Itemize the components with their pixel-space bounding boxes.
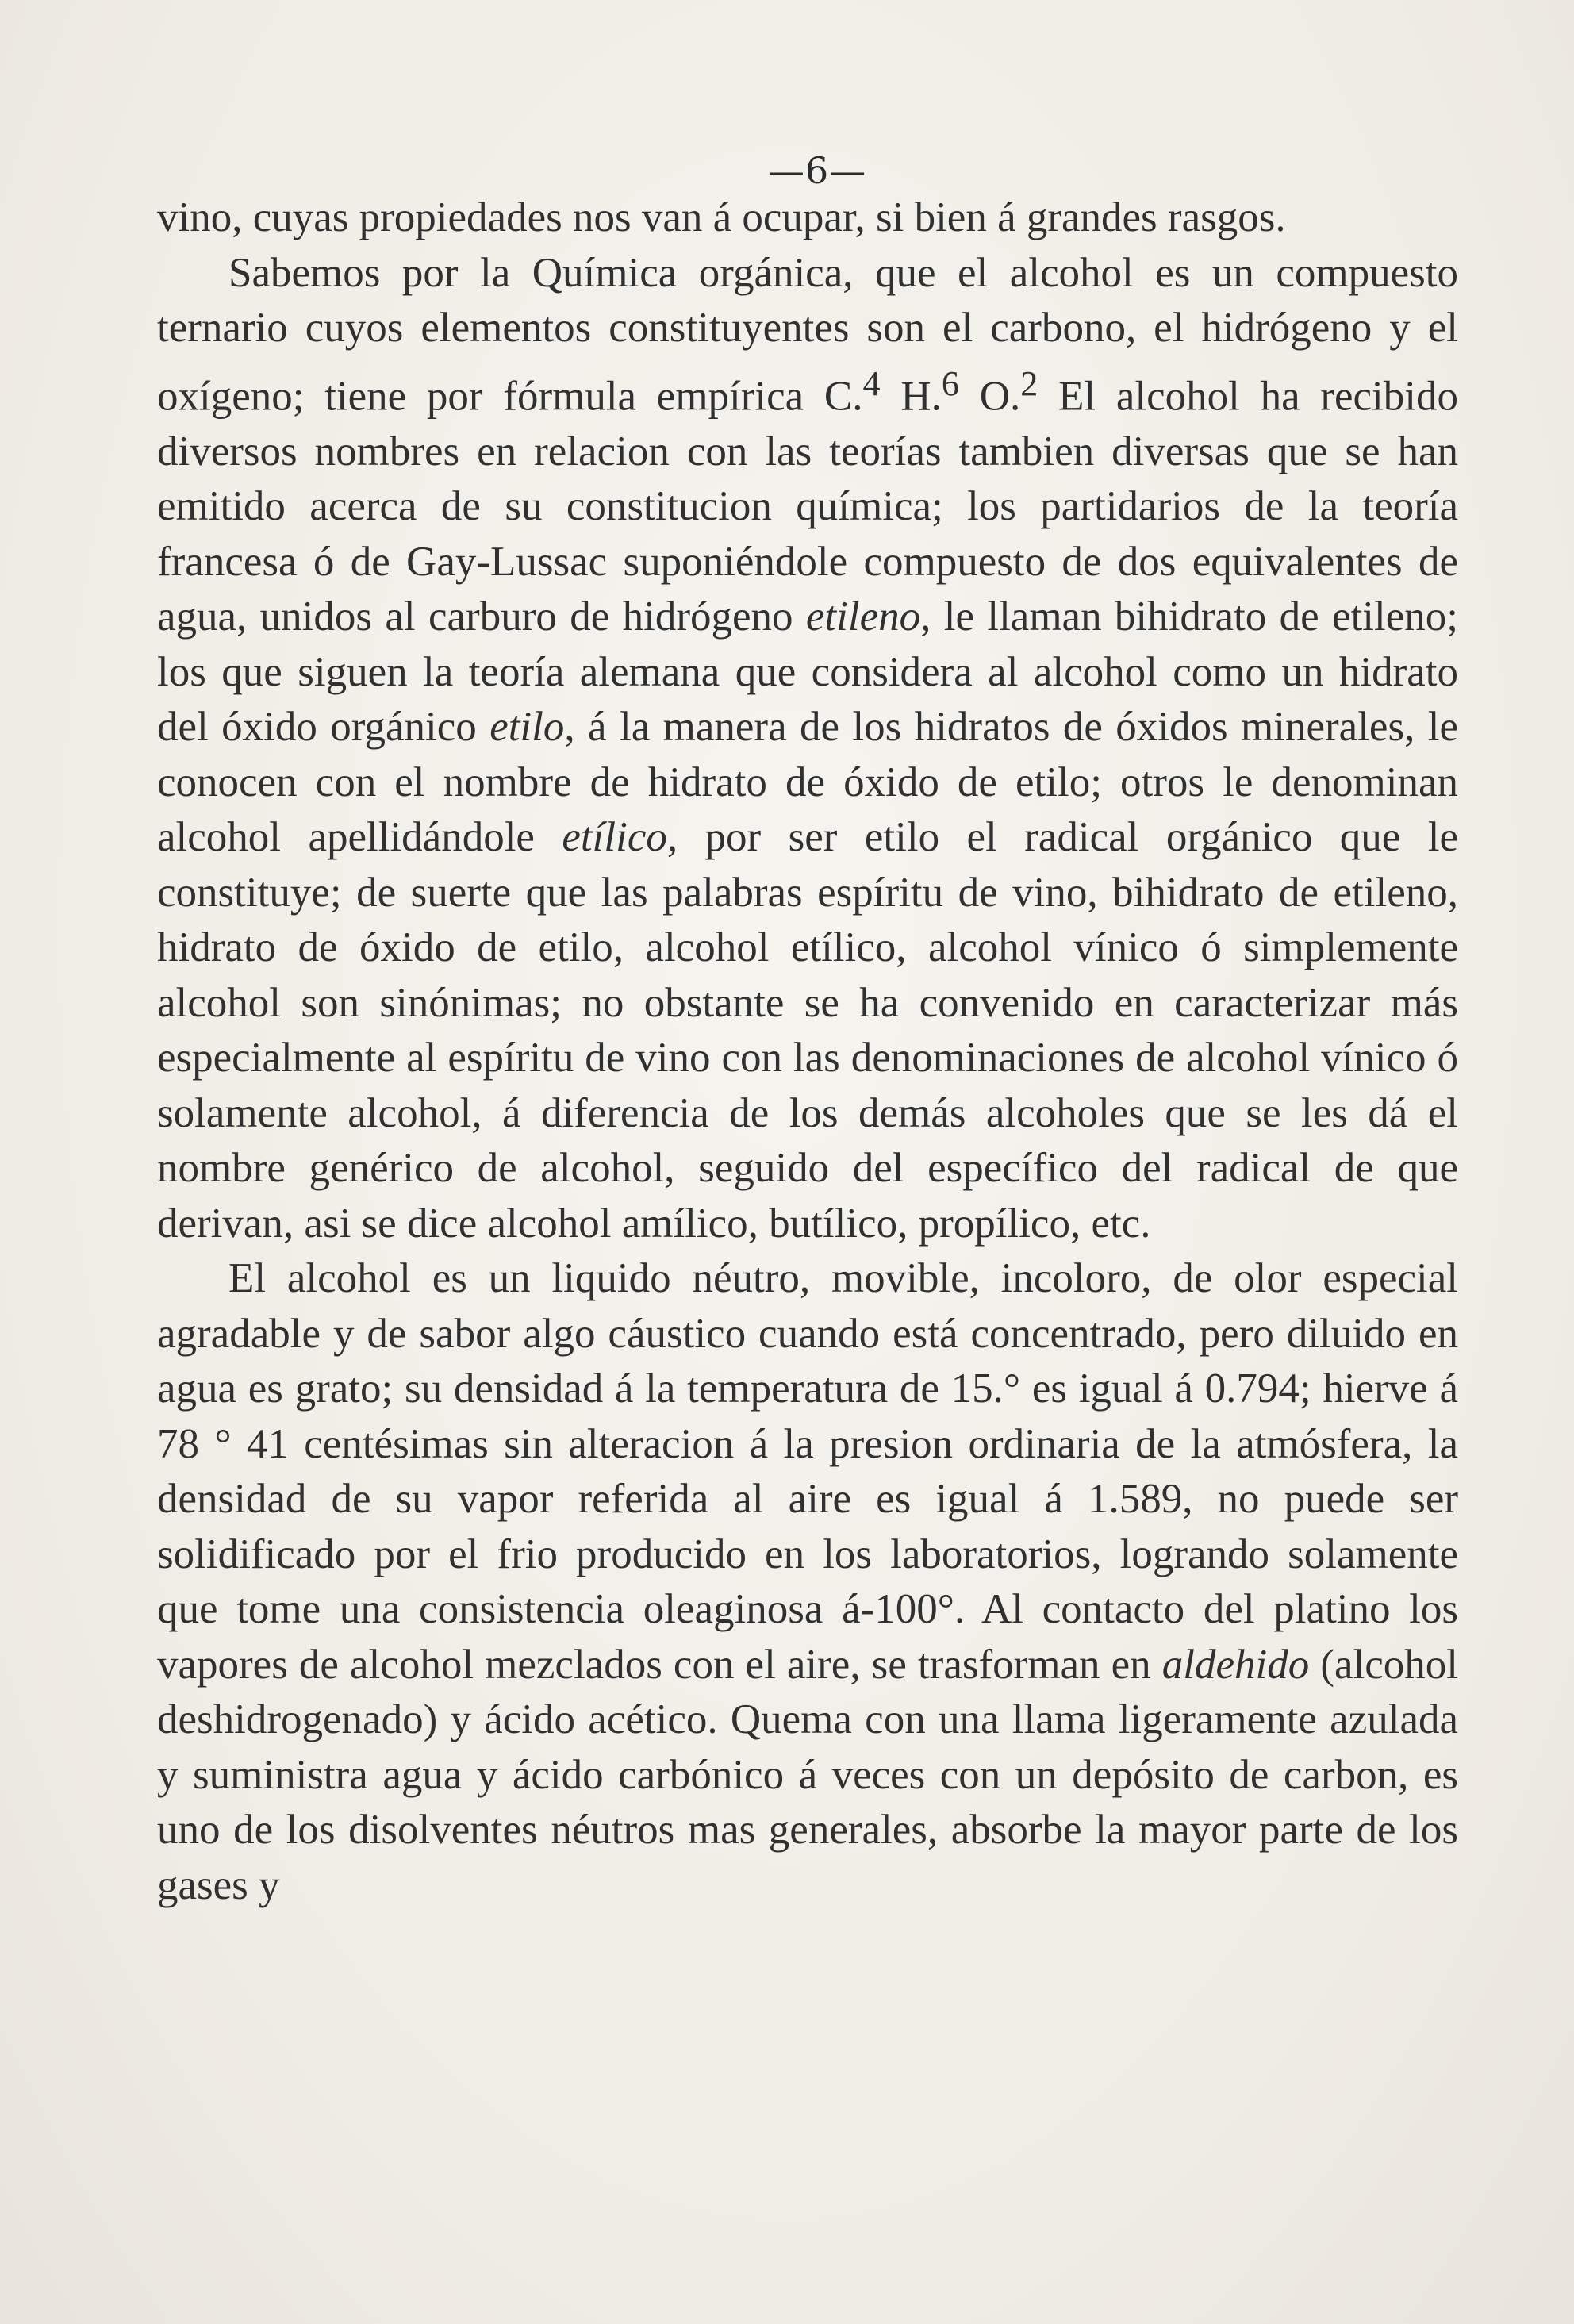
text-run: , le llaman bihidrato de etileno; los que siguen la teoría alemana que considera al alcohol como un hidrato del óxido orgánico (157, 593, 1458, 751)
text-run: , por ser etilo el radical orgánico que le constituye; de suerte que las palabras espíritu de vino, bihidrato de etileno, hidrato de óxido de etilo, alcohol etílico, alcohol vínico ó simplemente alcohol son sinónimas; no obstante se ha convenido en caracterizar más especialmente al espíritu de vino con las denominaciones de alcohol vínico ó solamente alcohol, á diferencia de los demás alcoholes que se les dá el nombre genérico de alcohol, seguido del específico del radical de que derivan, asi se dice alcohol amílico, butílico, propílico, etc. (157, 814, 1459, 1247)
text-run: (alcohol deshidrogenado) y ácido acético. Quema con una llama ligeramente azulada y suministra agua y ácido carbónico á veces con un depósito de carbon, es uno de los disolventes néutros mas generales, absorbe la mayor parte de los gases y (157, 1641, 1458, 1908)
body-text (157, 190, 1458, 1913)
superscript: 2 (1020, 363, 1038, 403)
italic-term: etilo (489, 704, 565, 751)
superscript: 4 (862, 363, 881, 403)
paragraph-text: vino, cuyas propiedades nos van á ocupar, si bien á grandes rasgos. (157, 194, 1286, 240)
text-run: El alcohol es un liquido néutro, movible, incoloro, de olor especial agradable y de sabor algo cáustico cuando está concentrado, pero diluido en agua es grato; su densidad á la temperatura de 15.° es igual á 0.794; hierve á 78 ° 41 centésimas sin alteracion á la presion ordinaria de la atmósfera, la densidad de su vapor referida al aire es igual á 1.589, no puede ser solidificado por el frio producido en los laboratorios, logrando solamente que tome una consistencia oleaginosa á-100°. Al contacto del platino los vapores de alcohol mezclados con el aire, se trasforman en (157, 1255, 1458, 1688)
text-run: O. (958, 373, 1021, 420)
paragraph-1 (157, 190, 1458, 246)
text-run: Sabemos por la Química orgánica, que el alcohol es un compuesto ternario cuyos elementos constituyentes son el carbono, el hidrógeno y el oxígeno; tiene por fórmula empírica C. (157, 249, 1458, 420)
paragraph-2 (157, 246, 1458, 1252)
superscript: 6 (941, 363, 959, 403)
text-run: El alcohol ha recibido diversos nombres en relacion con las teorías tambien diversas que se han emitido acerca de su constitucion química; los partidarios de la teoría francesa ó de Gay-Lussac suponiéndole compuesto de dos equivalentes de agua, unidos al carburo de hidrógeno (157, 373, 1458, 640)
paragraph-3 (157, 1251, 1458, 1913)
text-run: H. (880, 373, 942, 420)
italic-term: etileno (805, 593, 921, 640)
italic-term: aldehido (1161, 1641, 1310, 1688)
page-number: —6— (767, 149, 867, 192)
italic-term: etílico (562, 814, 667, 861)
text-run: , á la manera de los hidratos de óxidos minerales, le conocen con el nombre de hidrato de óxido de etilo; otros le denominan alcohol apellidándole (157, 704, 1458, 861)
